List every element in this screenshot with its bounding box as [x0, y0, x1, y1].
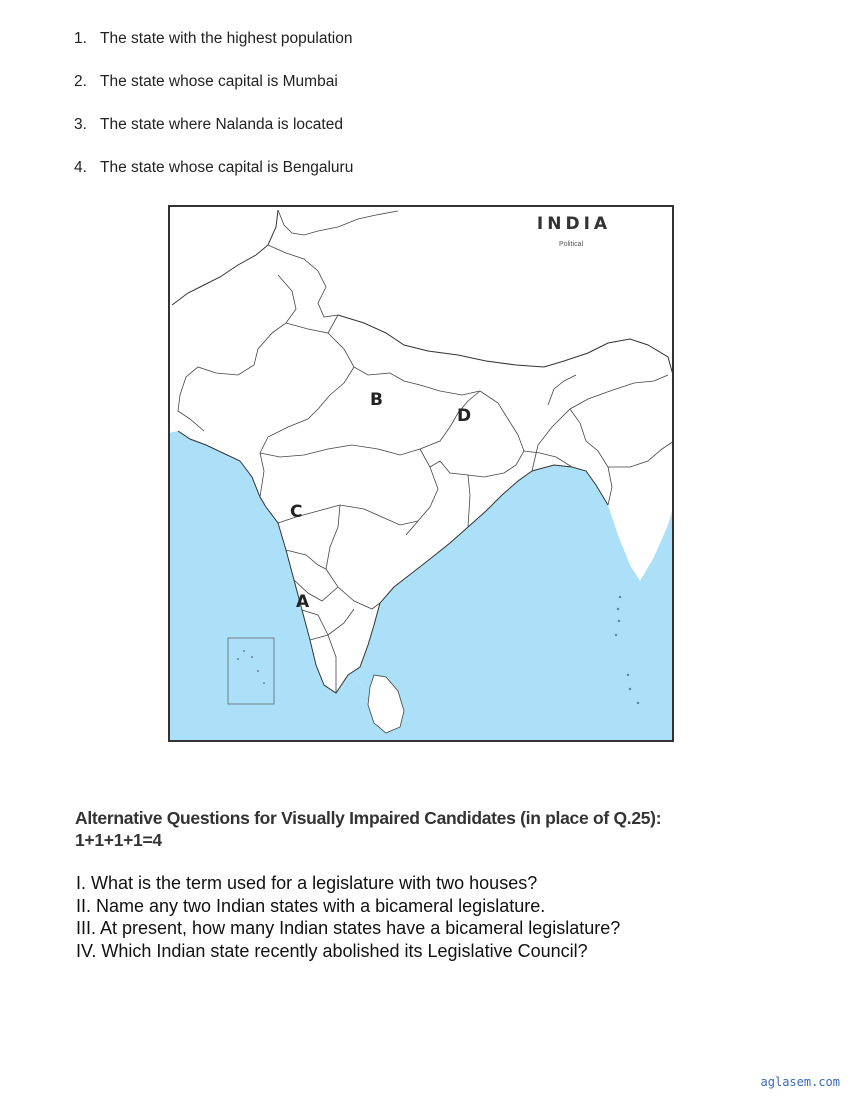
question-number: 4.: [74, 159, 87, 176]
alternative-heading-line1: Alternative Questions for Visually Impaired Candidates (in place of Q.25):: [75, 808, 662, 828]
question-text: The state with the highest population: [100, 30, 353, 47]
question-list: [74, 28, 674, 200]
question-item: [74, 157, 674, 200]
question-number: 3.: [74, 116, 87, 133]
question-text: The state where Nalanda is located: [100, 116, 343, 133]
map-label-c: C: [290, 502, 303, 522]
map-label-a: A: [296, 592, 310, 612]
map-title: INDIA: [536, 214, 612, 234]
question-item: [74, 114, 674, 157]
alternative-question: II. Name any two Indian states with a bicameral legislature.: [76, 895, 546, 916]
map-label-d: D: [457, 406, 472, 426]
alternative-heading-line2: 1+1+1+1=4: [75, 830, 162, 850]
alternative-question-list: [76, 872, 620, 962]
question-item: [74, 71, 674, 114]
question-number: 2.: [74, 73, 87, 90]
alternative-question: III. At present, how many Indian states have a bicameral legislature?: [76, 918, 621, 938]
question-item: [74, 28, 674, 71]
footer-site-link[interactable]: aglasem.com: [760, 1075, 840, 1089]
question-text: The state whose capital is Mumbai: [100, 73, 338, 90]
alternative-question: I. What is the term used for a legislature with two houses?: [76, 873, 538, 893]
alternative-heading: [75, 807, 661, 851]
map-subtitle: Political: [558, 241, 584, 248]
alternative-question: IV. Which Indian state recently abolished its Legislative Council?: [76, 940, 588, 961]
india-map-svg: [168, 205, 674, 742]
map-label-b: B: [370, 390, 383, 410]
question-number: 1.: [74, 30, 87, 47]
question-text: The state whose capital is Bengaluru: [100, 159, 354, 176]
india-map: [168, 205, 674, 742]
